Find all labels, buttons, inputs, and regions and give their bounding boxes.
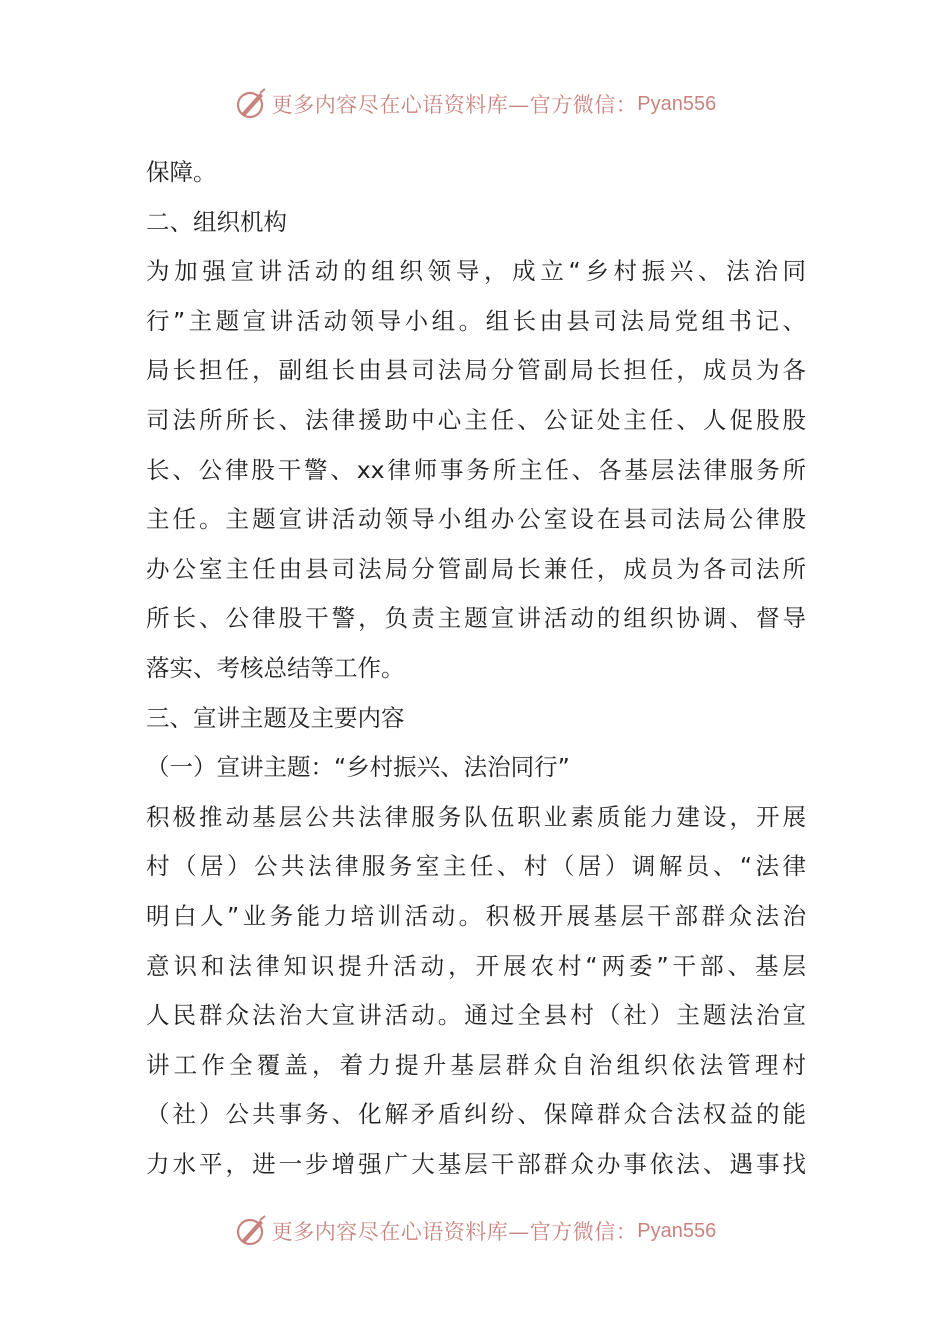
banner-wechat-handle: Pyan556: [637, 92, 717, 115]
document-body: [146, 148, 806, 1189]
pen-circle-logo-icon: [234, 1214, 268, 1248]
text-line: 司法所所长、法律援助中心主任、公证处主任、人促股股: [146, 405, 806, 434]
header-watermark-banner: [0, 84, 950, 124]
text-line: 为加强宣讲活动的组织领导，成立“乡村振兴、法治同: [146, 257, 806, 286]
banner-brand-text: 更多内容尽在心语资料库—官方微信：: [271, 1220, 638, 1244]
text-line: 讲工作全覆盖，着力提升基层群众自治组织依法管理村: [146, 1050, 806, 1079]
subsection-heading: （一）宣讲主题：“乡村振兴、法治同行”: [146, 753, 570, 782]
text-line: 长、公律股干警、xx律师事务所主任、各基层法律服务所: [146, 455, 806, 484]
text-line: 人民群众法治大宣讲活动。通过全县村（社）主题法治宣: [146, 1001, 806, 1030]
text-line: （社）公共事务、化解矛盾纠纷、保障群众合法权益的能: [146, 1100, 806, 1129]
text-line: 力水平，进一步增强广大基层干部群众办事依法、遇事找: [146, 1149, 806, 1178]
text-line: 落实、考核总结等工作。: [146, 653, 405, 682]
text-line: 村（居）公共法律服务室主任、村（居）调解员、“法律: [146, 852, 806, 881]
text-line: 明白人”业务能力培训活动。积极开展基层干部群众法治: [146, 901, 806, 930]
text-line: 局长担任，副组长由县司法局分管副局长担任，成员为各: [146, 356, 806, 385]
text-line: 所长、公律股干警，负责主题宣讲活动的组织协调、督导: [146, 604, 806, 633]
pen-circle-logo-icon: [234, 87, 268, 121]
text-line: 意识和法律知识提升活动，开展农村“两委”干部、基层: [146, 951, 806, 980]
text-line: 行”主题宣讲活动领导小组。组长由县司法局党组书记、: [146, 306, 806, 335]
text-line: 保障。: [146, 158, 217, 186]
section-heading: 二、组织机构: [146, 207, 287, 236]
text-line: 主任。主题宣讲活动领导小组办公室设在县司法局公律股: [146, 505, 806, 534]
text-line: 办公室主任由县司法局分管副局长兼任，成员为各司法所: [146, 554, 806, 583]
section-heading: 三、宣讲主题及主要内容: [146, 703, 405, 732]
footer-watermark-banner: [0, 1211, 950, 1251]
banner-wechat-handle: Pyan556: [637, 1219, 717, 1242]
text-line: 积极推动基层公共法律服务队伍职业素质能力建设，开展: [146, 802, 806, 831]
banner-brand-text: 更多内容尽在心语资料库—官方微信：: [271, 93, 638, 117]
